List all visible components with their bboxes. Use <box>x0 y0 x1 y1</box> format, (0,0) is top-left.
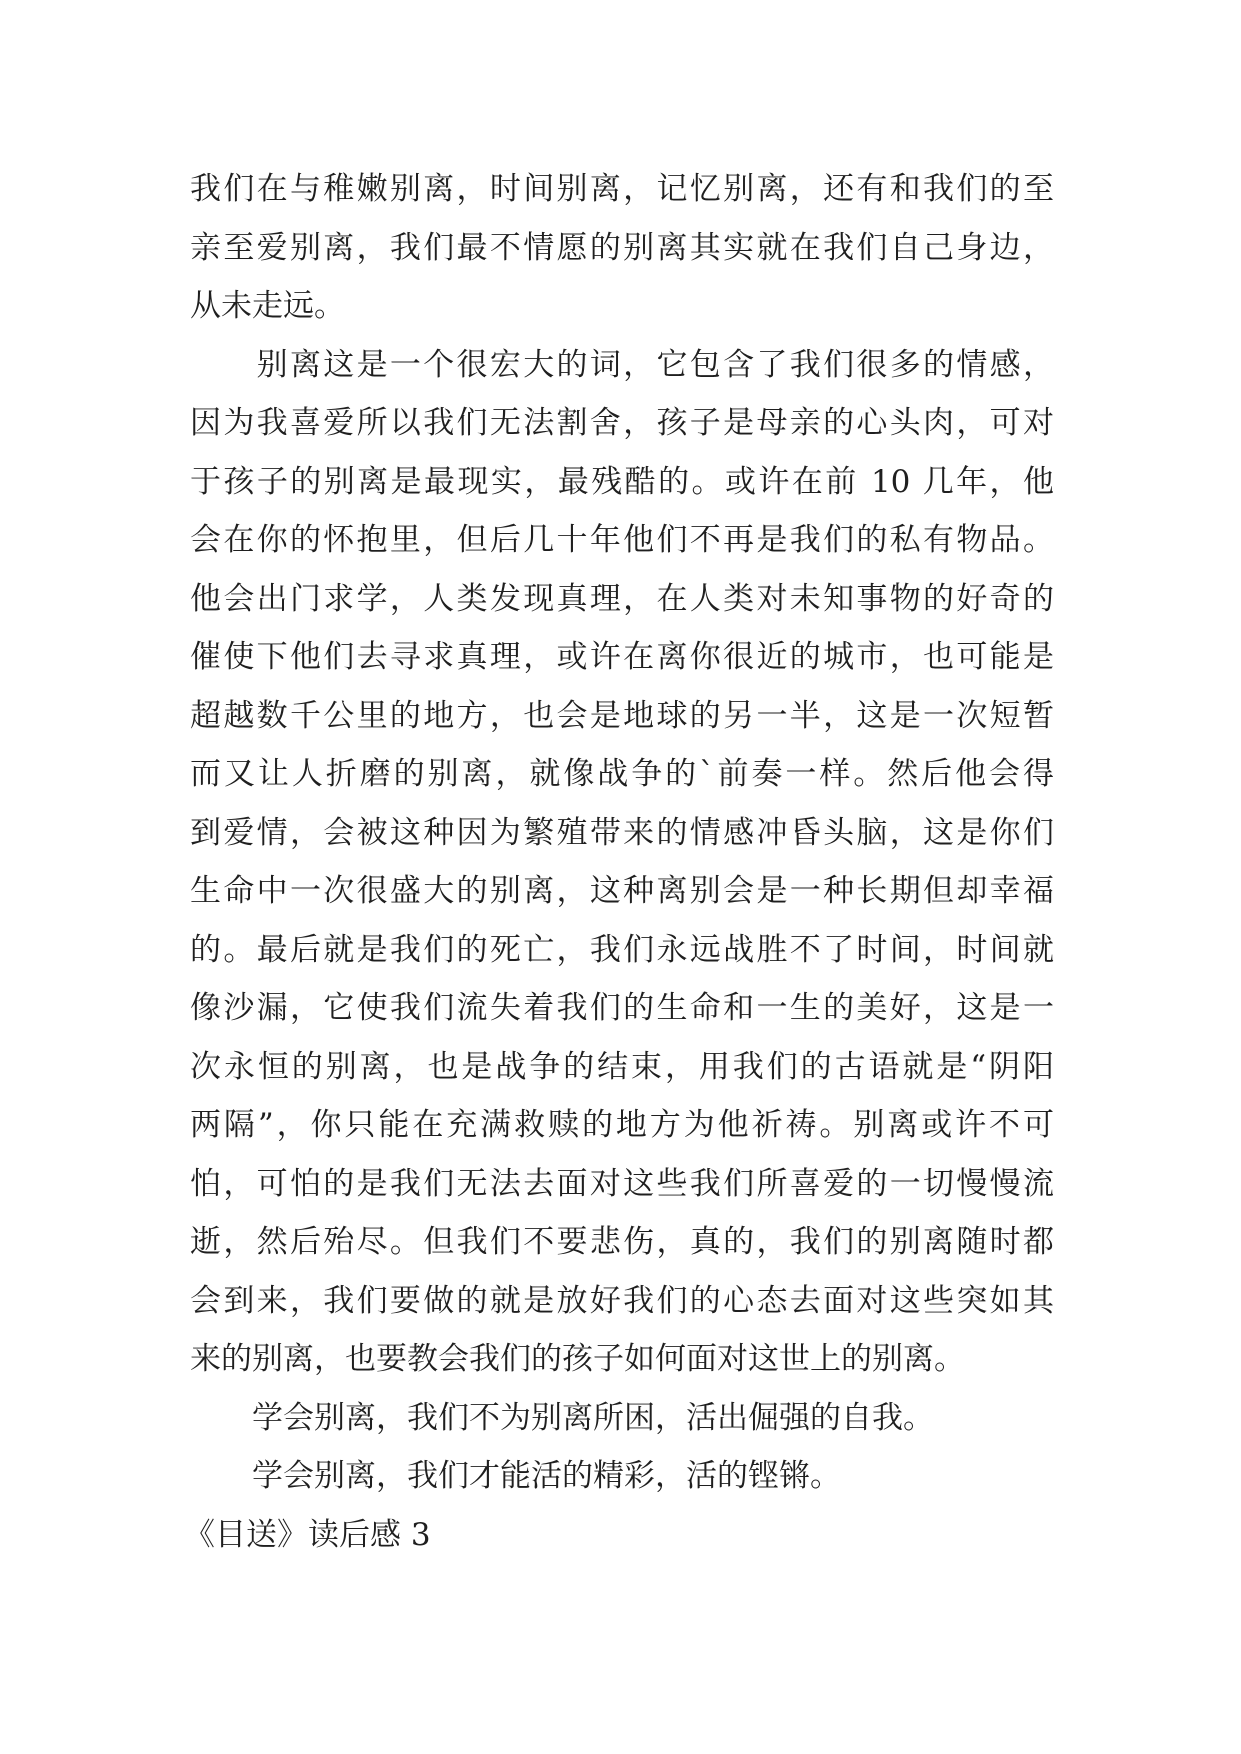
text-line: 因为我喜爱所以我们无法割舍，孩子是母亲的心头肉，可对 <box>190 405 1054 441</box>
text-line: 会到来，我们要做的就是放好我们的心态去面对这些突如其 <box>190 1282 1054 1319</box>
text-line: 学会别离，我们才能活的精彩，活的铿锵。 <box>190 1458 841 1494</box>
text-line: 从未走远。 <box>190 288 345 324</box>
text-line: 生命中一次很盛大的别离，这种离别会是一种长期但却幸福 <box>190 873 1054 909</box>
text-line: 于孩子的别离是最现实，最残酷的。或许在前 10 几年，他 <box>190 463 1054 500</box>
text-line: 超越数千公里的地方，也会是地球的另一半，这是一次短暂 <box>190 697 1054 734</box>
text-line: 两隔”，你只能在充满救赎的地方为他祈祷。别离或许不可 <box>190 1107 1054 1143</box>
text-line: 别离这是一个很宏大的词，它包含了我们很多的情感， <box>190 346 1054 383</box>
text-line: 次永恒的别离，也是战争的结束，用我们的古语就是“阴阳 <box>190 1048 1054 1085</box>
paragraph-3 <box>190 1389 1054 1448</box>
text-line: 的。最后就是我们的死亡，我们永远战胜不了时间，时间就 <box>190 931 1054 968</box>
text-line: 学会别离，我们不为别离所困，活出倔强的自我。 <box>190 1399 934 1436</box>
text-line: 催使下他们去寻求真理，或许在离你很近的城市，也可能是 <box>190 639 1054 675</box>
text-line: 怕，可怕的是我们无法去面对这些我们所喜爱的一切慢慢流 <box>190 1165 1054 1202</box>
text-line: 会在你的怀抱里，但后几十年他们不再是我们的私有物品。 <box>190 522 1054 558</box>
section-heading: 《目送》读后感 3 <box>184 1516 431 1553</box>
paragraph-2 <box>190 336 1054 1389</box>
paragraph-1 <box>190 160 1054 336</box>
text-line: 到爱情，会被这种因为繁殖带来的情感冲昏头脑，这是你们 <box>190 814 1054 851</box>
text-line: 他会出门求学，人类发现真理，在人类对未知事物的好奇的 <box>190 580 1054 617</box>
document-body <box>184 160 1054 1564</box>
paragraph-4 <box>190 1447 1054 1506</box>
text-line: 像沙漏，它使我们流失着我们的生命和一生的美好，这是一 <box>190 990 1054 1026</box>
text-line: 而又让人折磨的别离，就像战争的`前奏一样。然后他会得 <box>190 756 1054 792</box>
text-line: 来的别离，也要教会我们的孩子如何面对这世上的别离。 <box>190 1341 965 1377</box>
text-line: 亲至爱别离，我们最不情愿的别离其实就在我们自己身边， <box>190 229 1054 266</box>
text-line: 我们在与稚嫩别离，时间别离，记忆别离，还有和我们的至 <box>190 171 1054 207</box>
text-line: 逝，然后殆尽。但我们不要悲伤，真的，我们的别离随时都 <box>190 1224 1054 1260</box>
